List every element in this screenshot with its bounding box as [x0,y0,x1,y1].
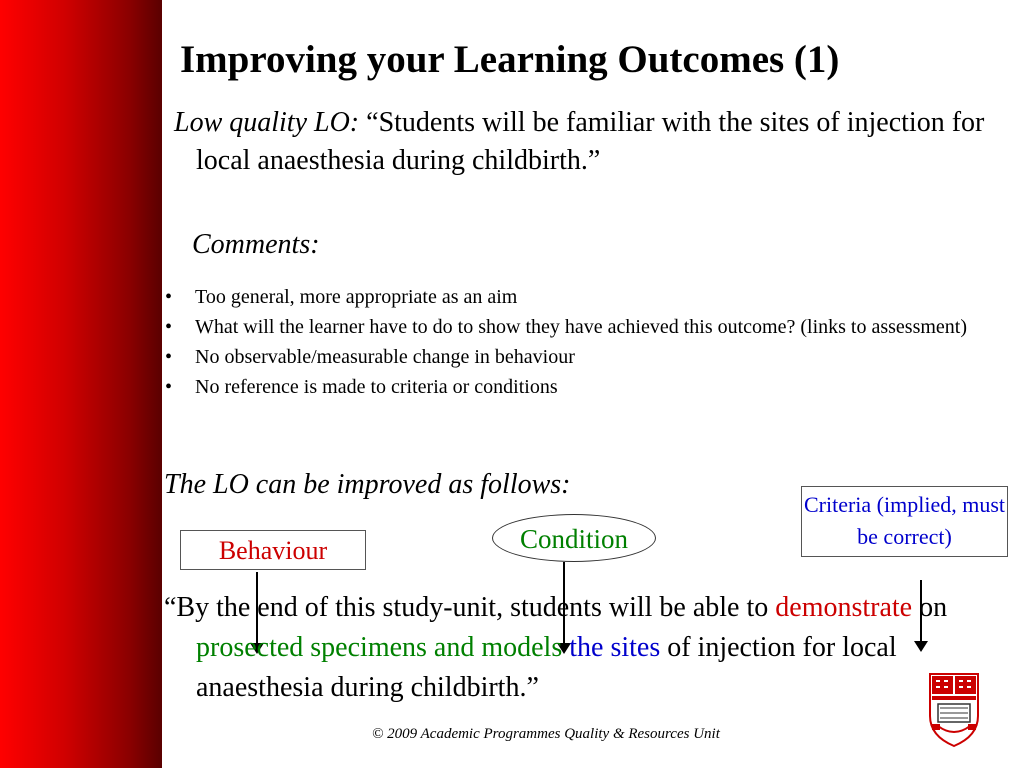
comment-text: Too general, more appropriate as an aim [195,286,518,308]
bullet-glyph: • [165,346,173,368]
list-item [165,372,995,402]
low-quality-label: Low quality LO: [174,107,360,138]
behaviour-text: demonstrate [775,592,913,623]
bullet-glyph: • [165,376,173,398]
improved-intro: “By the end of this study-unit, students will be able to [164,592,776,623]
comments-heading: Comments: [192,229,320,260]
low-quality-text: “Students will be familiar with the sites of injection for local anaesthesia during childbirth.” [196,107,985,176]
comment-text: What will the learner have to do to show they have achieved this outcome? (links to assessment) [195,316,968,338]
university-crest-icon [928,672,980,748]
condition-text: prosected specimens and models [196,632,563,663]
comments-list [165,282,995,402]
improved-ending: of injection for local anaesthesia during childbirth.” [196,632,897,703]
comment-text: No reference is made to criteria or conditions [195,376,558,398]
criteria-label-box: Criteria (implied, must be correct) [801,486,1008,557]
sidebar-gradient-band [0,0,162,768]
condition-label-oval: Condition [492,514,656,562]
footer-copyright: © 2009 Academic Programmes Quality & Resources Unit [372,726,720,742]
low-quality-lo [174,104,1024,180]
comment-text: No observable/measurable change in behaviour [195,346,575,368]
improved-lo-text [164,588,1024,708]
criteria-text: the sites [569,632,661,663]
improve-heading: The LO can be improved as follows: [164,469,571,500]
list-item [165,312,995,342]
bullet-glyph: • [165,316,173,338]
list-item [165,282,995,312]
behaviour-label-box: Behaviour [180,530,366,570]
bullet-glyph: • [165,286,173,308]
list-item [165,342,995,372]
slide-title: Improving your Learning Outcomes (1) [180,38,840,81]
improved-connector: on [912,592,948,623]
